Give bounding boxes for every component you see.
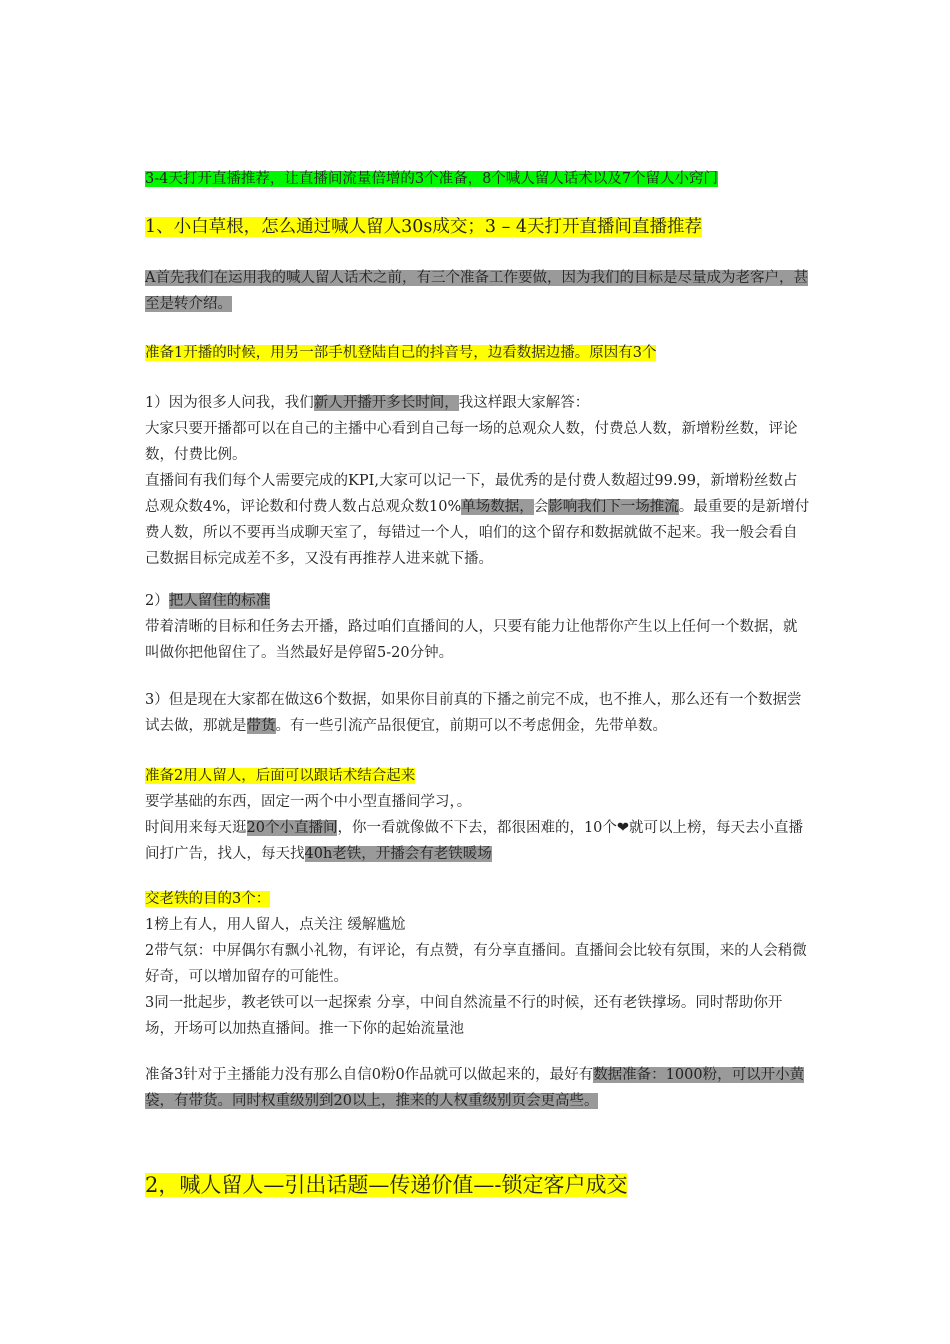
prep2-line1: 要学基础的东西，固定一两个中小型直播间学习，。	[145, 794, 472, 810]
purpose-block	[145, 886, 810, 1042]
point2-block	[145, 588, 810, 666]
point1-block	[145, 390, 810, 572]
point1-body2: 直播间有我们每个人需要完成的KPI,大家可以记一下，最优秀的是付费人数超过99.99，新增粉丝数占总观众数4%，评论数和付费人数占总观众数10%单场数据，会影响我们下一场推流。最重要的是新增付费人数，所以不要再当成聊天室了，每错过一个人，咱们的这个留存和数据就做不起来。我一般会看自己数据目标完成差不多，又没有再推荐人进来就下播。	[145, 473, 810, 567]
point3-paragraph: 3）但是现在大家都在做这6个数据，如果你目前真的下播之前完不成，也不推人，那么还有一个数据尝试去做，那就是带货。有一些引流产品很便宜，前期可以不考虑佣金，先带单数。	[145, 692, 802, 734]
prep2-heading: 准备2用人留人，后面可以跟话术结合起来	[145, 768, 416, 784]
point1-line: 1）因为很多人问我，我们新人开播开多长时间，我这样跟大家解答：	[145, 395, 590, 411]
section-heading-1: 1、小白草根，怎么通过喊人留人30s成交；3 – 4天打开直播间直播推荐	[145, 217, 703, 237]
prep1-heading: 准备1开播的时候，用另一部手机登陆自己的抖音号，边看数据边播。原因有3个	[145, 345, 657, 361]
purpose-heading: 交老铁的目的3个：	[145, 891, 271, 907]
purpose-item-2: 2带气氛：中屏偶尔有飘小礼物，有评论，有点赞，有分享直播间。直播间会比较有氛围，来的人会稍微好奇，可以增加留存的可能性。	[145, 943, 807, 985]
prep2-block	[145, 763, 810, 867]
prep3-paragraph: 准备3针对于主播能力没有那么自信0粉0作品就可以做起来的，最好有数据准备：1000粉，可以开小黄袋，有带货。同时权重级别到20以上，推来的人权重级别页会更高些。	[145, 1067, 805, 1109]
purpose-item-3: 3同一批起步，教老铁可以一起探索 分享，中间自然流量不行的时候，还有老铁撑场。同时帮助你开场，开场可以加热直播间。推一下你的起始流量池	[145, 995, 783, 1037]
point2-body: 带着清晰的目标和任务去开播，路过咱们直播间的人，只要有能力让他帮你产生以上任何一个数据，就叫做你把他留住了。当然最好是停留5-20分钟。	[145, 619, 798, 661]
document-title: 3-4天打开直播推荐，让直播间流量倍增的3个准备，8个喊人留人话术以及7个留人小窍门	[145, 171, 719, 187]
point2-line: 2）把人留住的标准	[145, 593, 271, 609]
prep2-line2: 时间用来每天逛20个小直播间，你一看就像做不下去，都很困难的，10个❤就可以上榜，每天去小直播间打广告，找人，每天找40h老铁，开播会有老铁暖场	[145, 820, 804, 862]
section-heading-2: 2，喊人留人—引出话题—传递价值—-锁定客户成交	[145, 1173, 628, 1197]
intro-paragraph: A首先我们在运用我的喊人留人话术之前，有三个准备工作要做，因为我们的目标是尽量成为老客户，甚至是转介绍。	[145, 270, 808, 312]
purpose-item-1: 1榜上有人，用人留人，点关注 缓解尴尬	[145, 917, 406, 933]
point1-body1: 大家只要开播都可以在自己的主播中心看到自己每一场的总观众人数，付费总人数，新增粉丝数，评论数，付费比例。	[145, 421, 798, 463]
